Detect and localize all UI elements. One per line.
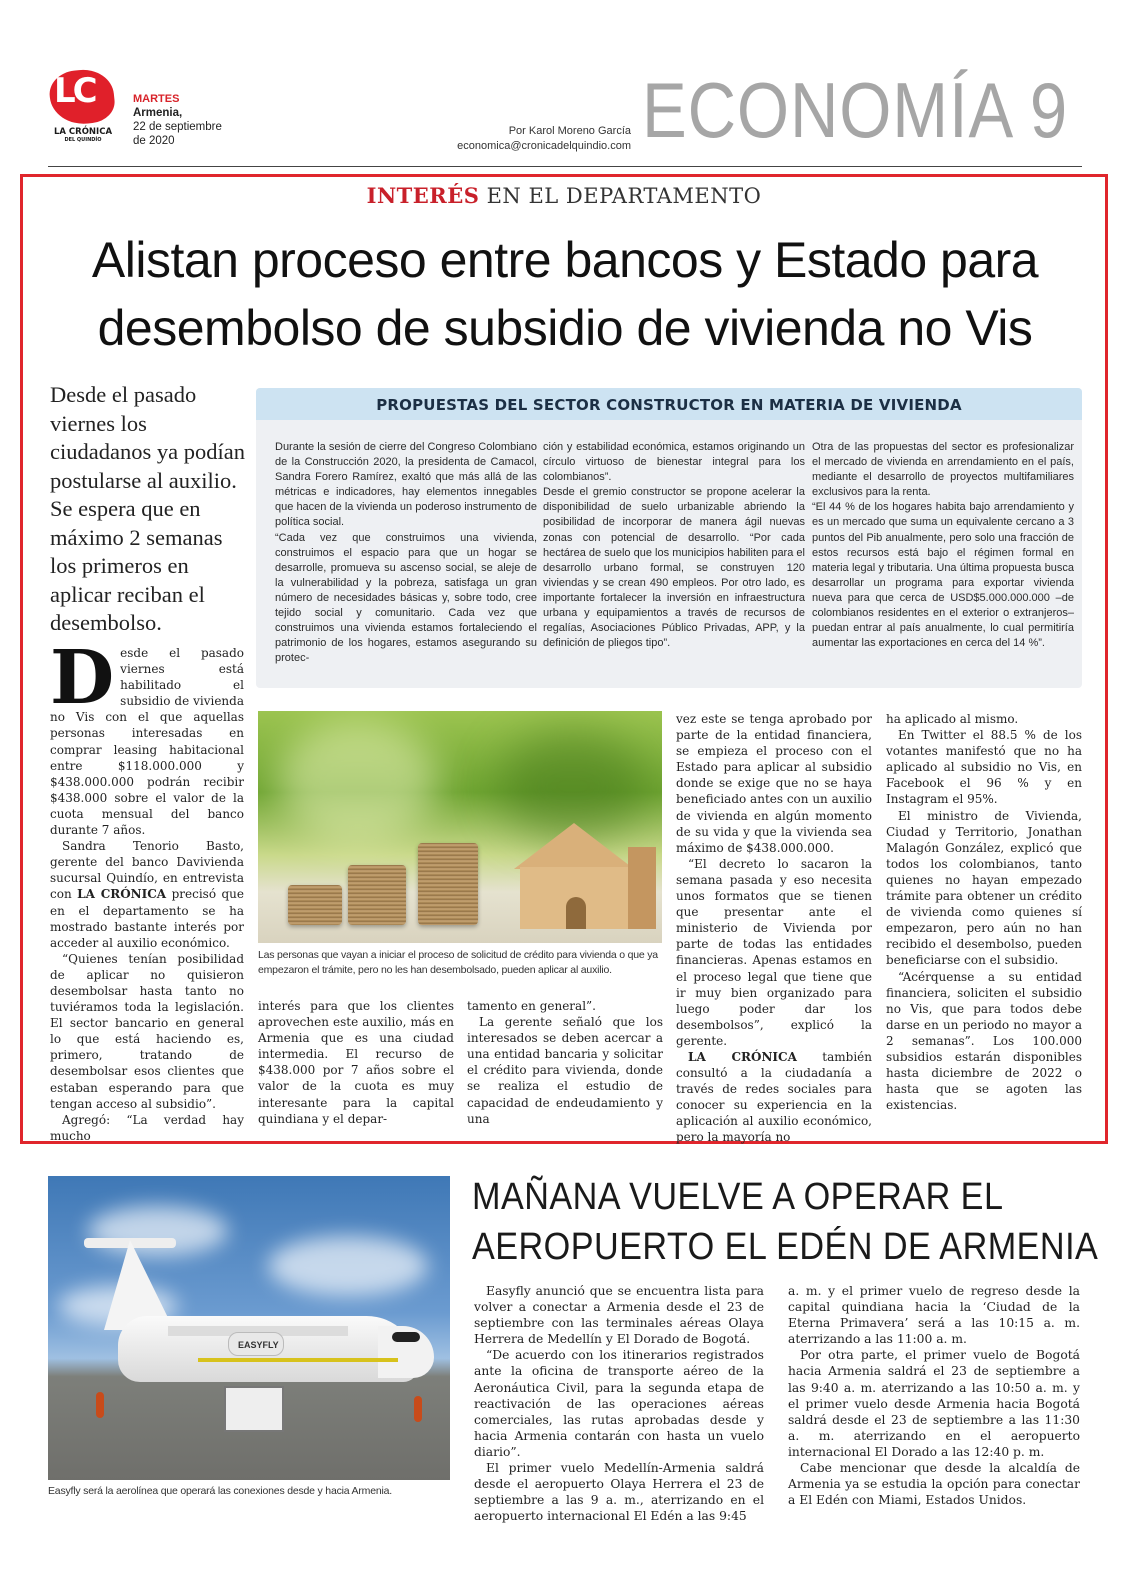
- kicker: [20, 183, 1108, 209]
- ground-crew: [414, 1396, 422, 1422]
- proposals-column-1: Durante la sesión de cierre del Congreso Colombiano de la Construcción 2020, la presidenta de Camacol, Sandra Forero Ramírez, exaltó que más allá de las métricas e indicadores, hay elementos innegables que hacen de la vivienda un poderoso instrumento de política social. “Cada vez que construimos una vivienda, construimos el espacio para que un hogar se desarrolle, promueva su ascenso social, se aleje de la vulnerabilidad y la pobreza, satisfaga un gran número de necesidades básicas y, sobre todo, cree tejido social y comunitario. Cada vez que construimos una vivienda estamos fortaleciendo el patrimonio de los hogares, estamos asegurando su protec-: [275, 441, 537, 665]
- paragraph: Por otra parte, el primer vuelo de Bogotá hacia Armenia saldrá el 23 de septiembre a las 9:40 a. m. aterrizando a las 10:50 a. m. y el primer vuelo desde Armenia hacia Bogotá saldrá desde el 23 de septiembre a las 11:30 a. m. aterrizando en el aeropuerto internacional El Dorado a las 12:40 p. m.: [788, 1348, 1080, 1459]
- newspaper-logo: [48, 66, 118, 143]
- airplane-photo-caption: Easyfly será la aerolínea que operará las conexiones desde y hacia Armenia.: [48, 1485, 392, 1497]
- logo-mark: [48, 66, 116, 126]
- date-line-2: de 2020: [133, 135, 175, 147]
- article-column-3: [467, 998, 663, 1127]
- paragraph: “Quienes tenían posibilidad de aplicar no quisieron desembolsar hasta tanto no tuviéramos toda la legislación. El sector bancario en general lo que está haciendo es, primero, tratando de desembolsar esos clientes que estaban esperando para que tengan acceso al subsidio”.: [50, 951, 244, 1111]
- byline: [380, 124, 631, 154]
- article-column-1: [50, 635, 244, 1144]
- airport-column-1: [474, 1283, 764, 1524]
- paragraph: “De acuerdo con los itinerarios registrados ante la oficina de transporte aéreo de la Aeronáutica Civil, para la segunda etapa de reactivación de las operaciones aéreas comerciales, las rutas aprobadas desde y hacia Armenia contarán con hasta un vuelo diario”.: [474, 1348, 764, 1459]
- airplane-photo: [48, 1176, 450, 1480]
- proposals-box-title: PROPUESTAS DEL SECTOR CONSTRUCTOR EN MATERIA DE VIVIENDA: [256, 388, 1082, 420]
- paragraph: LA CRÓNICA también consultó a la ciudadanía a través de redes sociales para conocer su experiencia en la aplicación al auxilio económico, pero la mayoría no: [676, 1049, 872, 1145]
- paragraph: tamento en general”.: [467, 999, 596, 1013]
- logo-letters: LC: [54, 71, 95, 111]
- paragraph: esde el pasado viernes está habilitado el subsidio de vivienda no Vis con el que aquellas personas interesadas en comprar leasing habitacional entre $118.000.000 y $438.000.000 podrán recibir $438.000 sobre el valor de la cuota mensual del banco durante 7 años.: [50, 646, 244, 838]
- paragraph: Cabe mencionar que desde la alcaldía de Armenia ya se estudia la opción para conectar a El Edén con Miami, Estados Unidos.: [788, 1461, 1080, 1508]
- headline-2-line-1: MAÑANA VUELVE A OPERAR EL: [472, 1176, 1004, 1218]
- city-label: Armenia,: [133, 107, 183, 119]
- day-label: MARTES: [133, 93, 180, 105]
- paragraph: “El decreto lo sacaron la semana pasada y eso necesita unos formatos que se tienen que presentar ante el ministerio de Vivienda por parte de todas las entidades financieras. Apenas estamos en el proceso legal que tiene que ir muy bien organizado para luego poder dar los desembolsos”, explicó la gerente.: [676, 856, 872, 1048]
- paragraph: “Acérquense a su entidad financiera, soliciten el subsidio no Vis, que para todos debe darse en un periodo no mayor a 2 semanas”. Los 100.000 subsidios estarán disponibles hasta diciembre de 2022 o hasta que se agoten las existencias.: [886, 969, 1082, 1113]
- headline-line-2: desembolso de subsidio de vivienda no Vis: [97, 300, 1033, 356]
- paragraph: Agregó: “La verdad hay mucho: [50, 1112, 244, 1143]
- airport-column-2: [788, 1283, 1080, 1508]
- wooden-house-icon: [514, 823, 656, 929]
- paragraph: En Twitter el 88.5 % de los votantes manifestó que no ha aplicado al subsidio no Vis, en Facebook el 96 % y en Instagram el 95%.: [886, 728, 1082, 807]
- newspaper-mention: LA CRÓNICA: [688, 1049, 797, 1064]
- article-column-2: [258, 998, 454, 1127]
- logo-subtitle: DEL QUINDÍO: [64, 136, 102, 143]
- author: Por Karol Moreno García: [508, 125, 631, 137]
- proposals-box: [256, 388, 1082, 688]
- paragraph: El primer vuelo Medellín-Armenia saldrá desde el aeropuerto Olaya Herrera el 23 de septiembre a las 9 a. m., aterrizando en el aeropuerto internacional El Edén a las 9:45: [474, 1461, 764, 1524]
- proposals-column-2: ción y estabilidad económica, estamos originando un círculo virtuoso de bienestar integral para los colombianos”. Desde el gremio constructor se propone acelerar la disponibilidad de suelo urbanizable abriendo la posibilidad de incorporar de manera ágil nuevas zonas con potencial de desarrollo. “Por cada hectárea de suelo que los municipios habiliten para el desarrollo urbano formal, se construyen 120 viviendas y se crean 490 empleos. Por otro lado, es importante fortalecer la inversión en infraestructura urbana y equipamientos a través de recursos de regalías, Asociaciones Público Privadas, APP, y la definición de pliegos tipo”.: [543, 441, 805, 650]
- photo-caption: Las personas que vayan a iniciar el proceso de solicitud de crédito para vivienda o que ya empezaron el trámite, pero no les han desembolsado, pueden aplicar al auxilio.: [258, 949, 658, 976]
- paragraph: Sandra Tenorio Basto, gerente del banco Davivienda sucursal Quindío, en entrevista con LA CRÓNICA precisó que en el departamento se ha mostrado bastante interés por acceder al auxilio económico.: [50, 839, 244, 950]
- deck: Desde el pasado viernes los ciudadanos ya podían postularse al auxilio. Se espera que en máximo 2 semanas los primeros en aplicar reciban el desembolso.: [50, 382, 245, 635]
- coin-stack: [348, 865, 406, 925]
- coins-house-photo: [258, 711, 662, 943]
- coin-stack: [418, 843, 478, 925]
- paragraph: interés para que los clientes aprovechen este auxilio, más en Armenia que es una ciudad intermedia. El recurso de $438.000 por 7 años sobre el valor de la cuota es muy interesante para la capital quindiana y el depar-: [258, 999, 454, 1126]
- drop-cap: D: [50, 635, 115, 721]
- coin-stack: [288, 885, 342, 925]
- paragraph: La gerente señaló que los interesados se deben acercar a una entidad bancaria y solicitar el crédito para vivienda, donde se realiza el estudio de capacidad de endeudamiento y una: [467, 1015, 663, 1126]
- ground-crew: [96, 1392, 104, 1418]
- kicker-rest: EN EL DEPARTAMENTO: [486, 184, 762, 208]
- dateline: [133, 92, 222, 148]
- author-email[interactable]: economica@cronicadelquindio.com: [457, 140, 631, 152]
- ground-cart: [224, 1386, 284, 1432]
- headline-2-line-2: AEROPUERTO EL EDÉN DE ARMENIA: [472, 1226, 1099, 1268]
- header-divider: [48, 166, 1082, 167]
- paragraph: ha aplicado al mismo.: [886, 712, 1019, 726]
- paragraph: Easyfly anunció que se encuentra lista para volver a conectar a Armenia desde el 23 de septiembre con las terminales aéreas Olaya Herrera de Medellín y El Dorado de Bogotá.: [474, 1284, 764, 1347]
- date-line-1: 22 de septiembre: [133, 121, 222, 133]
- paragraph: a. m. y el primer vuelo de regreso desde la capital quindiana hacia la ‘Ciudad de la Eterna Primavera’ será a las 10:15 a. m. aterrizando a las 11:00 a. m.: [788, 1284, 1080, 1347]
- airline-livery-text: EASYFLY: [238, 1340, 279, 1350]
- headline: [40, 226, 1090, 362]
- logo-name: LA CRÓNICA: [53, 127, 113, 137]
- headline-2: [472, 1172, 1099, 1272]
- headline-line-1: Alistan proceso entre bancos y Estado para: [91, 232, 1039, 288]
- paragraph: vez este se tenga aprobado por parte de la entidad financiera, se empieza el proceso con el Estado para aplicar al subsidio donde se exige que no se haya beneficiado antes con un auxilio de vivienda en algún momento de su vida y que la vivienda sea máximo de $438.000.000.: [676, 712, 872, 855]
- proposals-column-3: Otra de las propuestas del sector es profesionalizar el mercado de vivienda en arrendamiento en el país, mediante el desarrollo de proyectos multifamiliares exclusivos para la renta. “El 44 % de los hogares habita bajo arrendamiento y es un mercado que suma un equivalente cercano a 3 puntos del Pib anualmente, pero solo una fracción de estos recursos está bajo el régimen formal en materia legal y tributaria. Una última propuesta busca desarrollar un programa para exportar vivienda nueva para que cerca de USD$5.000.000.000 –de colombianos residentes en el exterior o extranjeros– puedan entrar al país anualmente, lo cual permitiría aumentar las exportaciones en cerca del 14 %”.: [812, 441, 1074, 650]
- newspaper-mention: LA CRÓNICA: [77, 887, 167, 902]
- article-column-5: [886, 711, 1082, 1113]
- article-column-4: [676, 711, 872, 1146]
- section-title: ECONOMÍA 9: [642, 66, 1069, 154]
- paragraph: El ministro de Vivienda, Ciudad y Territorio, Jonathan Malagón González, explicó que todos los colombianos, tanto quienes no hayan empezado trámite para obtener un crédito de vivienda como quienes sí empezaron, pero aún no han recibido el desembolso, pueden beneficiarse con el subsidio.: [886, 808, 1082, 968]
- kicker-highlight: INTERÉS: [366, 183, 480, 208]
